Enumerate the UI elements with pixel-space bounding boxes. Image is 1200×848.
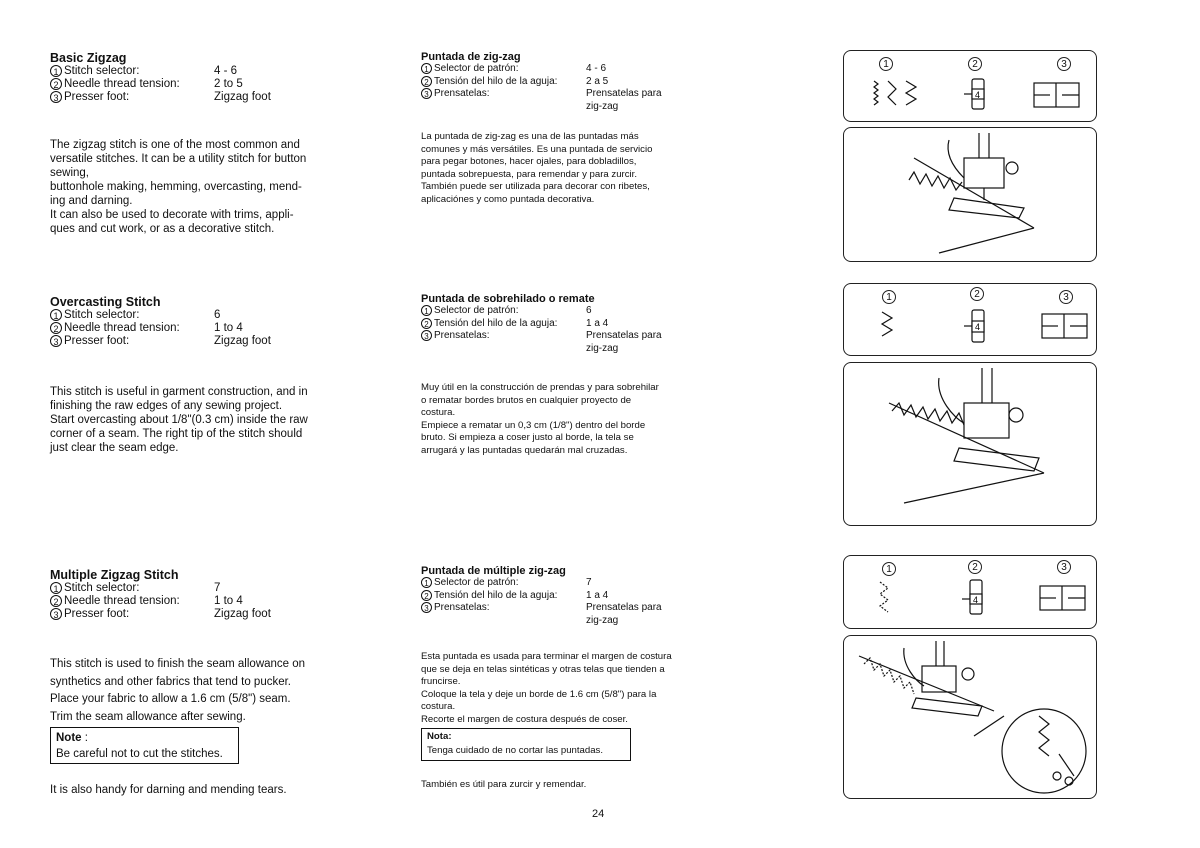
section-overcasting-en: [50, 295, 271, 348]
setting-row: 1 Stitch selector: 7: [50, 582, 271, 595]
section-multiple-zigzag-en: [50, 568, 271, 621]
stitch-pattern-icons: [844, 556, 1098, 630]
setting-row: 1 Stitch selector: 4 - 6: [50, 65, 271, 78]
setting-row: 2 Tensión del hilo de la aguja: 1 a 4: [421, 318, 662, 331]
presser-foot-multiple-zigzag-illustration: [844, 636, 1098, 800]
setting-row: 2 Needle thread tension: 2 to 5: [50, 78, 271, 91]
note-title: Note: [56, 732, 82, 744]
body-paragraph: This stitch is useful in garment construction, and in finishing the raw edges of any sewing project. Start overcasting about 1/8"(0.3 cm) inside the raw corner of a seam. The right tip of the stitch should just clear the seam edge.: [50, 386, 308, 454]
section-title: Multiple Zigzag Stitch: [50, 568, 179, 582]
svg-text:4: 4: [973, 595, 979, 605]
page-number: 24: [592, 808, 605, 820]
stitch-pattern-icons: [844, 51, 1098, 123]
presser-foot-zigzag-illustration: [844, 128, 1098, 263]
body-paragraph: This stitch is used to finish the seam allowance on synthetics and other fabrics that tend to pucker. Place your fabric to allow a 1.6 cm (5/8") seam. Trim the seam allowance after sewing.: [50, 658, 306, 723]
section-title: Puntada de zig-zag: [421, 51, 521, 63]
presser-foot-overcasting-illustration: [844, 363, 1098, 527]
body-paragraph: Muy útil en la construcción de prendas y para sobrehilar o rematar bordes brutos en cualquier proyecto de costura. Empiece a rematar un 0,3 cm (1/8") dentro del borde bruto. Si empieza a coser justo al borde, la tela se arrugará y las puntadas quedarán mal cruzadas.: [421, 382, 659, 456]
settings-diagram-panel: 1 2 3 4: [843, 283, 1097, 356]
section-basic-zigzag-es: [421, 51, 662, 113]
note-text: Be careful not to cut the stitches.: [56, 748, 223, 760]
setting-row: 2 Needle thread tension: 1 to 4: [50, 595, 271, 608]
sewing-illustration-panel: [843, 362, 1097, 526]
sewing-illustration-panel: [843, 127, 1097, 262]
note-box: [421, 728, 631, 761]
note-text: Tenga cuidado de no cortar las puntadas.: [427, 745, 604, 756]
setting-row: 3 Prensatelas: Prensatelas para zig-zag: [421, 330, 662, 355]
settings-diagram-panel: 1 2 3 4: [843, 50, 1097, 122]
setting-row: 1 Selector de patrón: 4 - 6: [421, 63, 662, 76]
settings-diagram-panel: 1 2 3 4: [843, 555, 1097, 629]
setting-row: 2 Tensión del hilo de la aguja: 1 a 4: [421, 590, 662, 603]
section-title: Basic Zigzag: [50, 51, 127, 65]
section-title: Overcasting Stitch: [50, 295, 161, 309]
body-paragraph: La puntada de zig-zag es una de las puntadas más comunes y más versátiles. Es una puntada de servicio para pegar botones, hacer ojales, para dobladillos, puntada sobrepuesta, para remendar y para zurcir. También puede ser utilizada para decorar con ribetes, aplicaciónes y como puntada decorativa.: [421, 131, 653, 205]
setting-row: 2 Needle thread tension: 1 to 4: [50, 322, 271, 335]
tail-text: It is also handy for darning and mending tears.: [50, 784, 287, 796]
section-title: Puntada de múltiple zig-zag: [421, 565, 566, 577]
body-paragraph: Esta puntada es usada para terminar el margen de costura que se deja en telas sintéticas y otras telas que tienden a fruncirse. Coloque la tela y deje un borde de 1.6 cm (5/8") para la costura. Recorte el margen de costura después de coser.: [421, 651, 672, 725]
setting-row: 3 Presser foot: Zigzag foot: [50, 335, 271, 348]
setting-row: 2 Tensión del hilo de la aguja: 2 a 5: [421, 76, 662, 89]
stitch-pattern-icons: [844, 284, 1098, 357]
sewing-illustration-panel: [843, 635, 1097, 799]
svg-text:4: 4: [975, 90, 981, 100]
section-overcasting-es: [421, 293, 662, 355]
note-box: Note : Be careful not to cut the stitches.: [50, 727, 239, 764]
section-title: Puntada de sobrehilado o remate: [421, 293, 595, 305]
setting-row: 3 Prensatelas: Prensatelas para zig-zag: [421, 602, 662, 627]
setting-row: 1 Stitch selector: 6: [50, 309, 271, 322]
tail-text: También es útil para zurcir y remendar.: [421, 779, 587, 790]
body-paragraph: The zigzag stitch is one of the most common and versatile stitches. It can be a utility stitch for button sewing, buttonhole making, hemming, overcasting, mend- ing and darning. It can also be used to decorate with trims, appli- ques and cut work, or as a decorative stitch.: [50, 139, 307, 235]
setting-row: 3 Presser foot: Zigzag foot: [50, 91, 271, 104]
setting-row: 1 Selector de patrón: 7: [421, 577, 662, 590]
svg-text:4: 4: [975, 322, 981, 332]
setting-row: 1 Selector de patrón: 6: [421, 305, 662, 318]
section-multiple-zigzag-es: [421, 565, 662, 627]
section-basic-zigzag-en: [50, 51, 271, 104]
note-title: Nota:: [427, 731, 452, 742]
setting-row: 3 Presser foot: Zigzag foot: [50, 608, 271, 621]
setting-row: 3 Prensatelas: Prensatelas para zig-zag: [421, 88, 662, 113]
